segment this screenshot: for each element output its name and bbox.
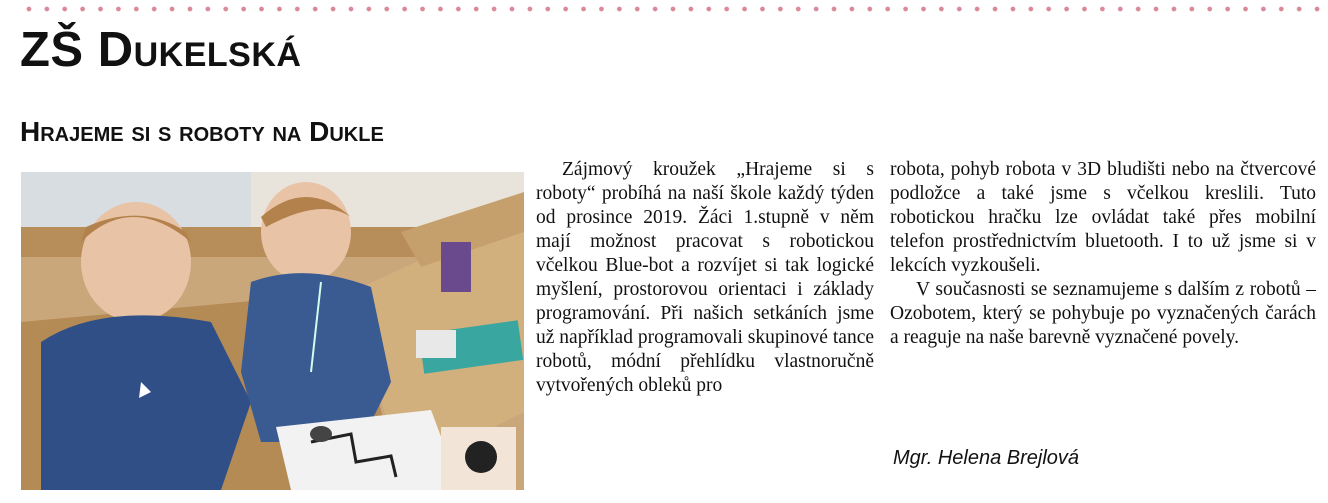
article-title: Hrajeme si s roboty na Dukle — [20, 116, 384, 147]
article-paragraph-2: robota, pohyb robota v 3D bludišti nebo na čtvercové podložce a také jsme s včelkou kreslili. Tuto robotickou hračku lze ovládat také přes mobilní telefon prostřednictvím bluetooth. I to už jsme si v lekcích vyzkoušeli. — [890, 159, 1316, 276]
school-title: ZŠ Dukelská — [20, 23, 302, 77]
article-author: Mgr. Helena Brejlová — [893, 447, 1080, 469]
article-paragraph-3: V současnosti se seznamujeme s dalším z robotů – Ozobotem, který se pohybuje po vyznačených čarách a reaguje na naše barevně vyznačené povely. — [890, 279, 1316, 348]
article-column-1 — [536, 158, 874, 398]
article-column-2 — [890, 158, 1316, 350]
article-photo — [21, 172, 524, 490]
decorative-dotted-border — [20, 6, 1320, 12]
article-paragraph-1: Zájmový kroužek „Hrajeme si s roboty“ probíhá na naší škole každý týden od prosince 2019. Žáci 1.stupně v něm mají možnost pracovat s robotickou včelkou Blue-bot a rozvíjet si tak logické myšlení, prostorovou orientaci i základy programování. Při našich setkáních jsme už například programovali skupinové tance robotů, módní přehlídku vlastnoručně vytvořených obleků pro — [536, 159, 874, 396]
